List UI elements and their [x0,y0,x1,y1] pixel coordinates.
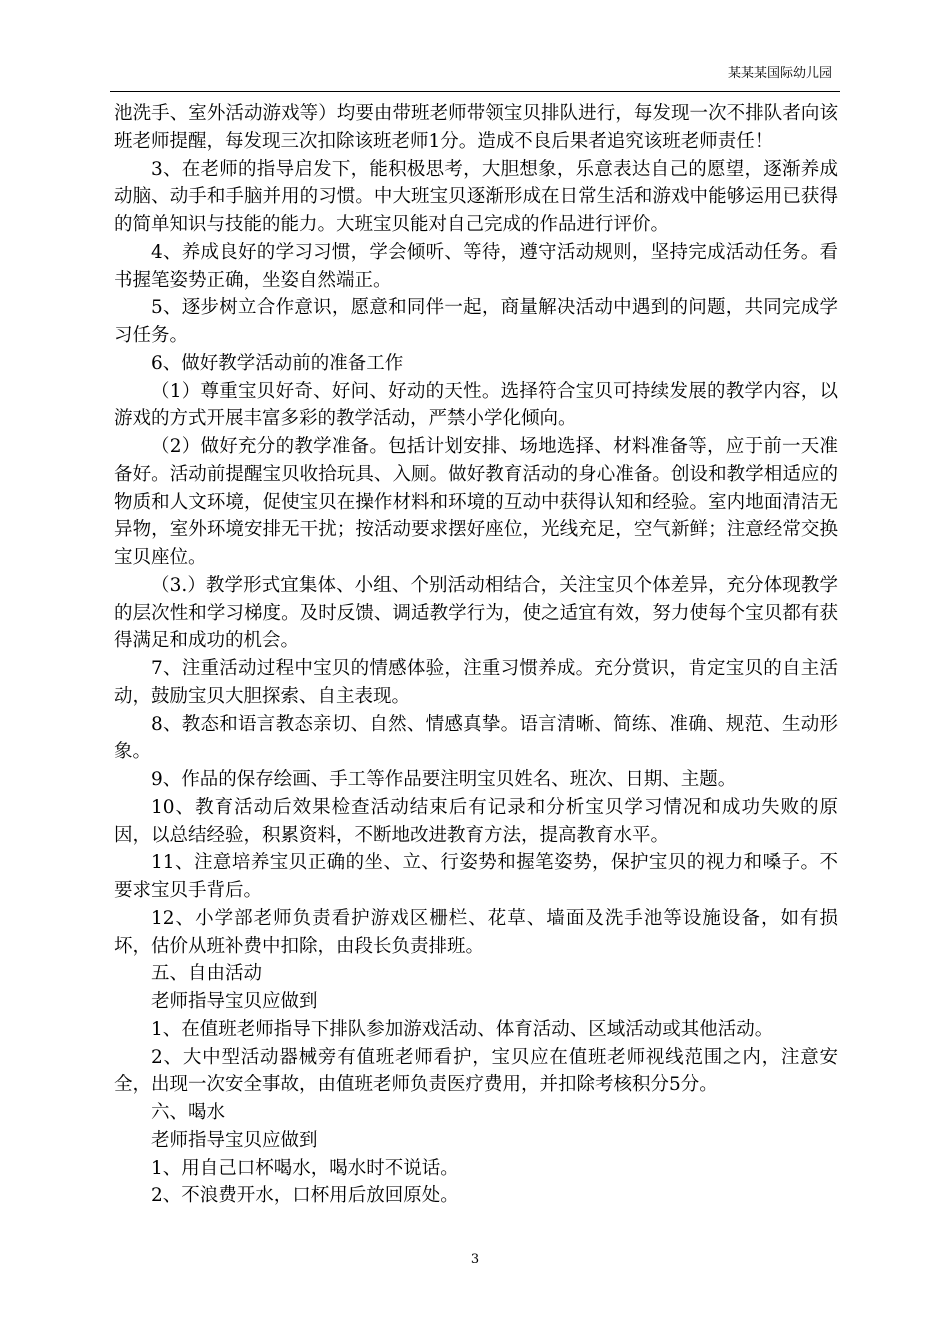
section-subheading: 老师指导宝贝应做到 [151,1129,318,1151]
paragraph: 9、作品的保存绘画、手工等作品要注明宝贝姓名、班次、日期、主题。 [151,769,737,790]
paragraph: （1）尊重宝贝好奇、好问、好动的天性。选择符合宝贝可持续发展的教学内容，以游戏的方式开展丰富多彩的教学活动，严禁小学化倾向。 [114,380,838,430]
document-body [114,100,838,1210]
paragraph: 3、在老师的指导启发下，能积极思考，大胆想象，乐意表达自己的愿望，逐渐养成动脑、动手和手脑并用的习惯。中大班宝贝逐渐形成在日常生活和游戏中能够运用已获得的简单知识与技能的能力。大班宝贝能对自己完成的作品进行评价。 [114,158,838,235]
paragraph: 8、教态和语言教态亲切、自然、情感真挚。语言清晰、简练、准确、规范、生动形象。 [114,713,838,763]
paragraph: 2、不浪费开水，口杯用后放回原处。 [151,1185,459,1207]
paragraph: 5、逐步树立合作意识，愿意和同伴一起，商量解决活动中遇到的问题，共同完成学习任务。 [114,297,838,346]
paragraph: 1、用自己口杯喝水，喝水时不说话。 [151,1157,459,1179]
header-divider [110,91,840,92]
paragraph: （2）做好充分的教学准备。包括计划安排、场地选择、材料准备等，应于前一天准备好。活动前提醒宝贝收拾玩具、入厕。做好教育活动的身心准备。创设和教学相适应的物质和人文环境，促使宝贝在操作材料和环境的互动中获得认知和经验。室内地面清洁无异物，室外环境安排无干扰；按活动要求摆好座位，光线充足，空气新鲜；注意经常交换宝贝座位。 [114,436,838,568]
paragraph: 7、注重活动过程中宝贝的情感体验，注重习惯养成。充分赏识，肯定宝贝的自主活动，鼓励宝贝大胆探索、自主表现。 [114,658,838,707]
paragraph: 10、教育活动后效果检查活动结束后有记录和分析宝贝学习情况和成功失败的原因，以总结经验，积累资料，不断地改进教育方法，提高教育水平。 [114,796,838,846]
paragraph: 11、注意培养宝贝正确的坐、立、行姿势和握笔姿势，保护宝贝的视力和嗓子。不要求宝贝手背后。 [114,852,838,901]
section-heading: 六、喝水 [151,1102,226,1123]
paragraph: （3.）教学形式宜集体、小组、个别活动相结合，关注宝贝个体差异，充分体现教学的层次性和学习梯度。及时反馈、调适教学行为，使之适宜有效，努力使每个宝贝都有获得满足和成功的机会。 [114,574,838,652]
paragraph: 池洗手、室外活动游戏等）均要由带班老师带领宝贝排队进行，每发现一次不排队者向该班老师提醒，每发现三次扣除该班老师1分。造成不良后果者追究该班老师责任！ [114,103,838,152]
paragraph: 2、大中型活动器械旁有值班老师看护，宝贝应在值班老师视线范围之内，注意安全，出现一次安全事故，由值班老师负责医疗费用，并扣除考核积分5分。 [114,1046,838,1096]
paragraph: 4、养成良好的学习习惯，学会倾听、等待，遵守活动规则，坚持完成活动任务。看书握笔姿势正确，坐姿自然端正。 [114,241,838,291]
page-number: 3 [470,1252,480,1267]
paragraph: 1、在值班老师指导下排队参加游戏活动、体育活动、区域活动或其他活动。 [151,1018,774,1040]
section-subheading: 老师指导宝贝应做到 [151,991,318,1012]
page-header-org-name: 某某某国际幼儿园 [727,66,832,81]
section-heading: 五、自由活动 [151,963,263,985]
paragraph: 12、小学部老师负责看护游戏区栅栏、花草、墙面及洗手池等设施设备，如有损坏，估价从班补费中扣除，由段长负责排班。 [114,907,838,957]
section-subheading: 6、做好教学活动前的准备工作 [151,352,404,374]
